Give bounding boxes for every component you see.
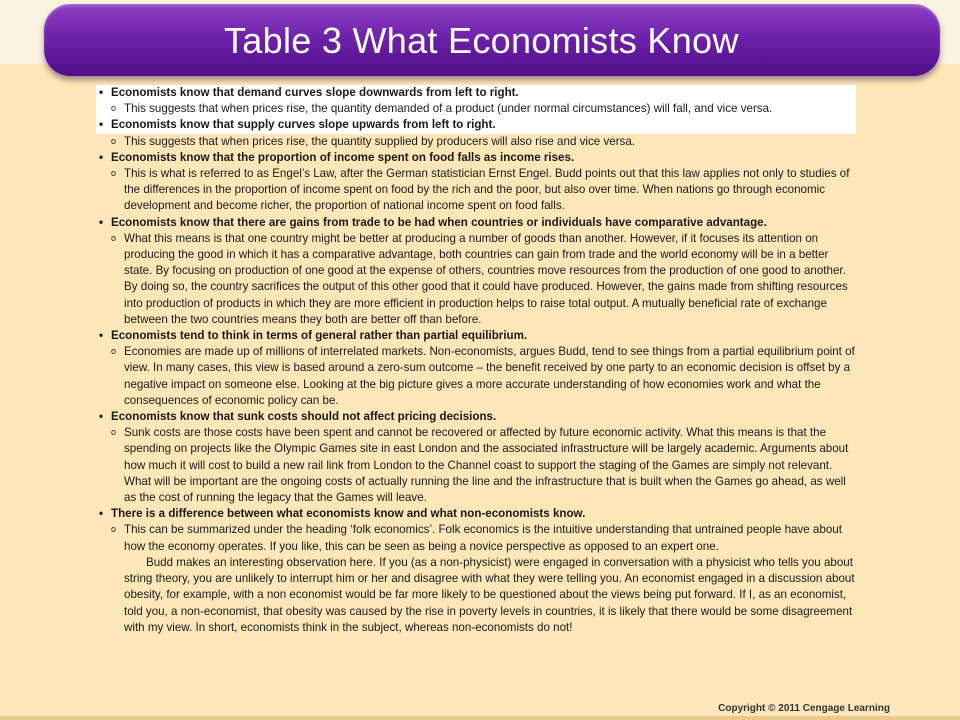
section-text: o This suggests that when prices rise, the quantity supplied by producers will also rise and vice versa. (96, 134, 856, 150)
section-text: o This suggests that when prices rise, the quantity demanded of a product (under normal circumstances) will fall, and vice versa. (96, 101, 856, 117)
section-heading: • Economists know that there are gains from trade to be had when countries or individuals have comparative advantage. (96, 215, 856, 231)
section-heading: • Economists know that demand curves slope downwards from left to right. (96, 85, 856, 101)
section-heading: • Economists know that sunk costs should not affect pricing decisions. (96, 409, 856, 425)
section-text: o This is what is referred to as Engel’s Law, after the German statistician Ernst Engel. Budd points out that this law applies not only to studies of the differences in the proportion of income spent on food by the rich and the poor, but also over time. When nations go through economic development and become richer, the proportion of national income spent on food falls. (96, 166, 856, 215)
section-text: o This can be summarized under the heading ‘folk economics’. Folk economics is the intuitive understanding that untrained people have about how the economy operates. If you like, this can be seen as being a novice perspective as opposed to an expert one. (96, 522, 856, 554)
table-content (96, 85, 856, 701)
copyright-footer: Copyright © 2011 Cengage Learning (718, 703, 890, 714)
slide-title: Table 3 What Economists Know (224, 20, 739, 61)
highlighted-block (96, 85, 856, 134)
bottom-divider (0, 716, 960, 720)
section-heading: • There is a difference between what economists know and what non-economists know. (96, 506, 856, 522)
section-text: o Sunk costs are those costs have been spent and cannot be recovered or affected by future economic activity. What this means is that the spending on projects like the Olympic Games site in east London and the associated infrastructure will be largely academic. Arguments about how much it will cost to build a new rail link from London to the Channel coast to support the staging of the Games are simply not relevant. What will be important are the ongoing costs of actually running the line and the infrastructure that is built when the Games go ahead, as well as the cost of running the legacy that the Games will leave. (96, 425, 856, 506)
section-heading: • Economists know that the proportion of income spent on food falls as income rises. (96, 150, 856, 166)
section-heading: • Economists tend to think in terms of general rather than partial equilibrium. (96, 328, 856, 344)
section-text: o Economies are made up of millions of interrelated markets. Non-economists, argues Budd, tend to see things from a partial equilibrium point of view. In many cases, this view is based around a zero-sum outcome – the benefit received by one party to an economic decision is offset by a negative impact on someone else. Looking at the big picture gives a more accurate understanding of how economies work and what the consequences of economic policy can be. (96, 344, 856, 409)
section-extra-paragraph: Budd makes an interesting observation here. If you (as a non-physicist) were engaged in conversation with a physicist who tells you about string theory, you are unlikely to interrupt him or her and disagree with what they were telling you. An economist engaged in a discussion about obesity, for example, with a non economist would be far more likely to be questioned about the views being put forward. If I, as an economist, told you, a non-economist, that obesity was caused by the rise in poverty levels in countries, it is likely that there would be some disagreement with my view. In short, economists think in the subject, whereas non-economists do not! (124, 555, 855, 634)
section-text: o What this means is that one country might be better at producing a number of goods than another. However, if it focuses its attention on producing the good in which it has a comparative advantage, both countries can gain from trade and the world economy will be in a better state. By focusing on production of one good at the expense of others, countries move resources from the production of one good to another. By doing so, the country sacrifices the output of this other good that it could have produced. However, the gains made from shifting resources into production of products in which they are more efficient in production helps to raise total output. A mutually beneficial rate of exchange between the two countries means they both are better off than before. (96, 231, 856, 328)
section-heading: • Economists know that supply curves slope upwards from left to right. (96, 117, 856, 133)
title-bar (44, 4, 940, 76)
